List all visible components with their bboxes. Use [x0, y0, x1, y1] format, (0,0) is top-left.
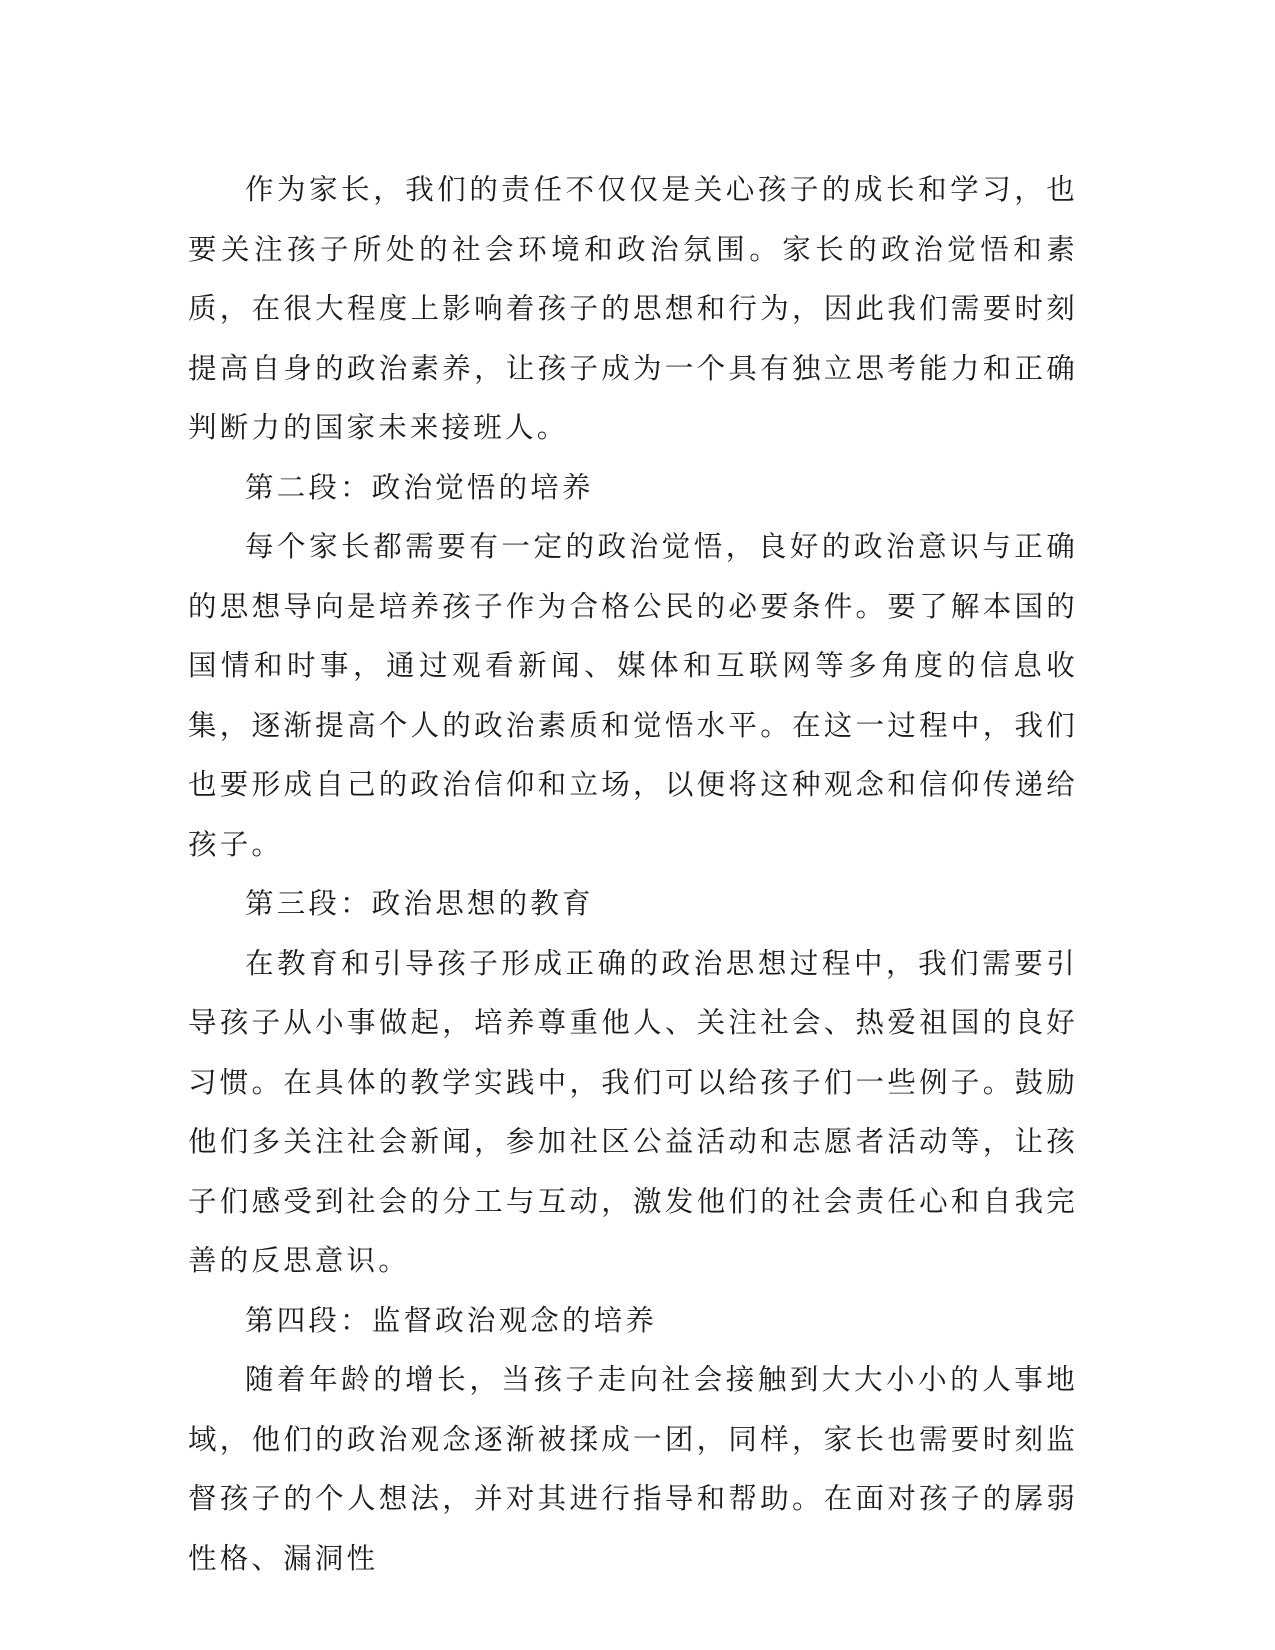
section-heading-4: 第四段：监督政治观念的培养 — [245, 1303, 658, 1337]
section-heading-2: 第二段：政治觉悟的培养 — [245, 470, 594, 504]
document-body — [188, 160, 1078, 1588]
paragraph-supervision: 随着年龄的增长，当孩子走向社会接触到大大小小的人事地域，他们的政治观念逐渐被揉成一团，同样，家长也需要时刻监督孩子的个人想法，并对其进行指导和帮助。在面对孩子的孱弱性格、漏洞性 — [188, 1363, 1078, 1575]
section-heading-3: 第三段：政治思想的教育 — [245, 887, 594, 920]
paragraph-political-awareness: 每个家长都需要有一定的政治觉悟，良好的政治意识与正确的思想导向是培养孩子作为合格公民的必要条件。要了解本国的国情和时事，通过观看新闻、媒体和互联网等多角度的信息收集，逐渐提高个人的政治素质和觉悟水平。在这一过程中，我们也要形成自己的政治信仰和立场，以便将这种观念和信仰传递给孩子。 — [188, 530, 1078, 861]
paragraph-political-education: 在教育和引导孩子形成正确的政治思想过程中，我们需要引导孩子从小事做起，培养尊重他人、关注社会、热爱祖国的良好习惯。在具体的教学实践中，我们可以给孩子们一些例子。鼓励他们多关注社会新闻，参加社区公益活动和志愿者活动等，让孩子们感受到社会的分工与互动，激发他们的社会责任心和自我完善的反思意识。 — [188, 946, 1078, 1277]
paragraph-intro: 作为家长，我们的责任不仅仅是关心孩子的成长和学习，也要关注孩子所处的社会环境和政治氛围。家长的政治觉悟和素质，在很大程度上影响着孩子的思想和行为，因此我们需要时刻提高自身的政治素养，让孩子成为一个具有独立思考能力和正确判断力的国家未来接班人。 — [188, 173, 1078, 444]
